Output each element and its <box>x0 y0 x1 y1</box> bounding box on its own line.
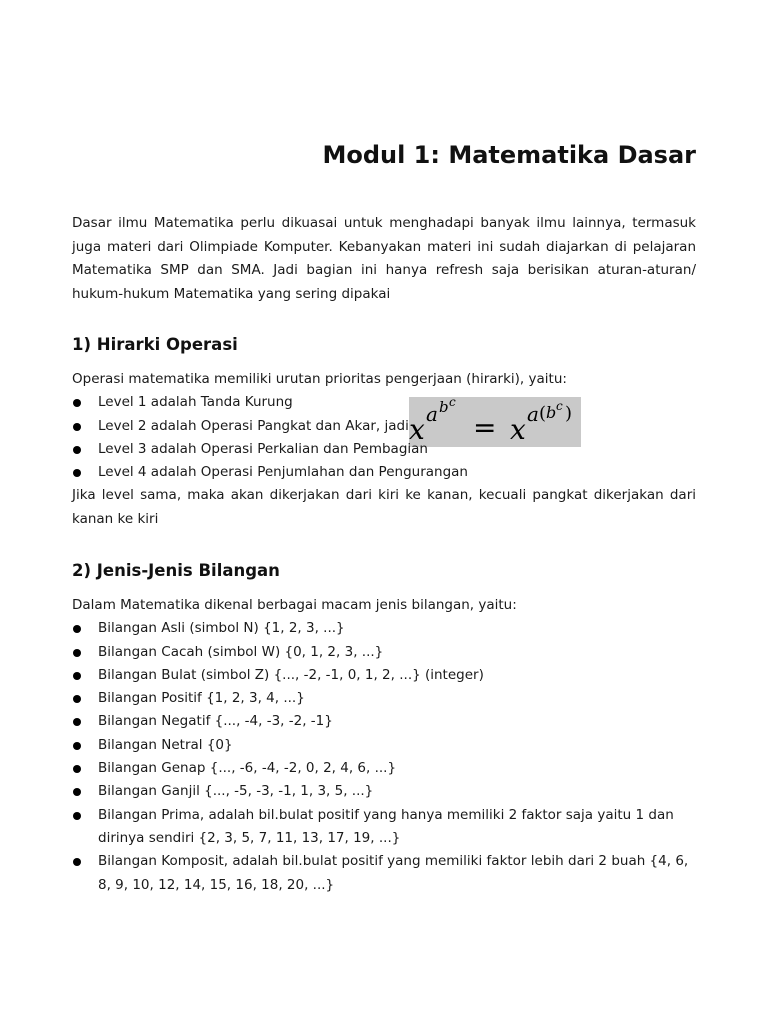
formula-right-inner-exp: c <box>555 398 563 413</box>
list-item: Level 4 adalah Operasi Penjumlahan dan Pengurangan <box>72 461 696 484</box>
bullet-icon <box>73 812 81 820</box>
formula-paren-open: ( <box>538 402 546 424</box>
bullet-icon <box>73 718 81 726</box>
list-item: Bilangan Netral {0} <box>72 734 696 757</box>
section-bilangan-body <box>72 594 696 897</box>
bullet-icon <box>73 742 81 750</box>
list-item: Bilangan Prima, adalah bil.bulat positif yang hanya memiliki 2 faktor saja yaitu 1 dan dirinya sendiri {2, 3, 5, 7, 11, 13, 17, 19, ...} <box>72 804 696 851</box>
list-item: Bilangan Asli (simbol N) {1, 2, 3, ...} <box>72 617 696 640</box>
bullet-icon <box>73 625 81 633</box>
bullet-icon <box>73 446 81 454</box>
formula-exp2: b <box>438 397 449 416</box>
list-item: Level 2 adalah Operasi Pangkat dan Akar, jadi x a b c = x a ( b c ) <box>72 415 696 438</box>
bullet-icon <box>73 649 81 657</box>
bullet-icon <box>73 399 81 407</box>
formula-right-inner: b <box>545 402 557 422</box>
list-item: Bilangan Bulat (simbol Z) {..., -2, -1, 0, 1, 2, ...} (integer) <box>72 664 696 687</box>
list-item: Bilangan Negatif {..., -4, -3, -2, -1} <box>72 710 696 733</box>
bullet-icon <box>73 788 81 796</box>
formula-paren-close: ) <box>564 402 572 424</box>
bullet-icon <box>73 858 81 866</box>
intro-paragraph: Dasar ilmu Matematika perlu dikuasai untuk menghadapi banyak ilmu lainnya, termasuk juga materi dari Olimpiade Komputer. Kebanyakan materi ini sudah diajarkan di pelajaran Matematika SMP dan SMA. Jadi bagian ini hanya refresh saja berisikan aturan-aturan/ hukum-hukum Matematika yang sering dipakai <box>72 215 696 302</box>
bilangan-list <box>72 617 696 897</box>
section-heading-bilangan: 2) Jenis-Jenis Bilangan <box>72 561 280 580</box>
section-heading-hirarki: 1) Hirarki Operasi <box>72 335 238 354</box>
bullet-icon <box>73 672 81 680</box>
formula-right-base: x <box>509 412 526 446</box>
section-lead: Operasi matematika memiliki urutan prioritas pengerjaan (hirarki), yaitu: <box>72 371 567 387</box>
formula-right-exp: a <box>526 401 539 426</box>
formula-equals: = <box>472 410 497 444</box>
list-item: Bilangan Ganjil {..., -5, -3, -1, 1, 3, 5, ...} <box>72 780 696 803</box>
formula-base: x <box>408 412 425 446</box>
bullet-icon <box>73 423 81 431</box>
bullet-icon <box>73 469 81 477</box>
list-item: Bilangan Cacah (simbol W) {0, 1, 2, 3, ...} <box>72 641 696 664</box>
section-hirarki-body <box>72 368 696 531</box>
list-item: Bilangan Genap {..., -6, -4, -2, 0, 2, 4, 6, ...} <box>72 757 696 780</box>
list-item: Bilangan Komposit, adalah bil.bulat positif yang memiliki faktor lebih dari 2 buah {4, 6, 8, 9, 10, 12, 14, 15, 16, 18, 20, ...} <box>72 850 696 897</box>
list-item: Bilangan Positif {1, 2, 3, 4, ...} <box>72 687 696 710</box>
formula-exp3: c <box>448 396 456 409</box>
page-title: Modul 1: Matematika Dasar <box>322 141 696 169</box>
bullet-icon <box>73 695 81 703</box>
section-note: Jika level sama, maka akan dikerjakan dari kiri ke kanan, kecuali pangkat dikerjakan dari kanan ke kiri <box>72 487 696 527</box>
section-lead: Dalam Matematika dikenal berbagai macam jenis bilangan, yaitu: <box>72 597 517 613</box>
bullet-icon <box>73 765 81 773</box>
hirarki-list <box>72 391 696 484</box>
formula-exp: a <box>425 401 438 426</box>
list-item: Level 3 adalah Operasi Perkalian dan Pembagian <box>72 438 696 461</box>
list-item: Level 1 adalah Tanda Kurung <box>72 391 696 414</box>
